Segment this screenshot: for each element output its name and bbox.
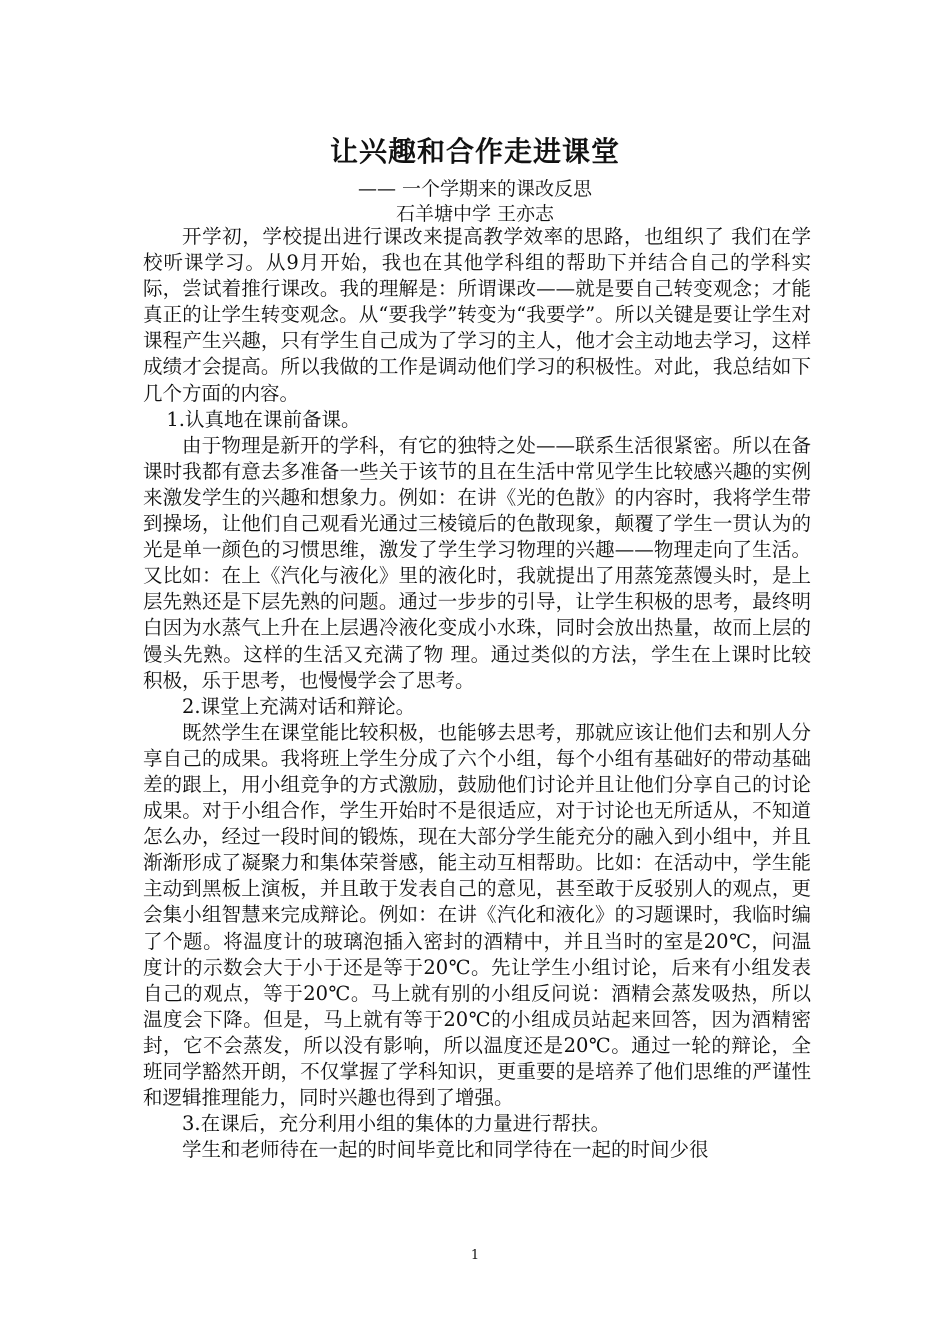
document-body [143,224,811,1163]
section-heading-3: 3.在课后，充分利用小组的集体的力量进行帮扶。 [182,1112,611,1136]
section-paragraph-2: 既然学生在课堂能比较积极，也能够去思考，那就应该让他们去和别人分享自己的成果。我将班上学生分成了六个小组，每个小组有基础好的带动基础差的跟上，用小组竞争的方式激励，鼓励他们讨论并且让他们分享自己的讨论成果。对于小组合作，学生开始时不是很适应，对于讨论也无所适从，不知道怎么办，经过一段时间的锻炼，现在大部分学生能充分的融入到小组中，并且渐渐形成了凝聚力和集体荣誉感，能主动互相帮助。比如：在活动中，学生能主动到黑板上演板，并且敢于发表自己的意见，甚至敢于反驳别人的观点，更会集小组智慧来完成辩论。例如：在讲《汽化和液化》的习题课时，我临时编了个题。将温度计的玻璃泡插入密封的酒精中，并且当时的室是20℃，问温度计的示数会大于小于还是等于20℃。先让学生小组讨论，后来有小组发表自己的观点，等于20℃。马上就有别的小组反问说：酒精会蒸发吸热，所以温度会下降。但是，马上就有等于20℃的小组成员站起来回答，因为酒精密封，它不会蒸发，所以没有影响，所以温度还是20℃。通过一轮的辩论，全班同学豁然开朗，不仅掌握了学科知识，更重要的是培养了他们思维的严谨性和逻辑推理能力，同时兴趣也得到了增强。 [143,720,811,1110]
page-number: 1 [470,1248,480,1263]
section-heading-1: 1.认真地在课前备课。 [166,407,361,431]
intro-paragraph: 开学初，学校提出进行课改来提高教学效率的思路，也组织了 我们在学校听课学习。从9月开始，我也在其他学科组的帮助下并结合自己的学科实际，尝试着推行课改。我的理解是：所谓课改——就是要自己转变观念；才能真正的让学生转变观念。从“要我学”转变为“我要学”。所以关键是要让学生对课程产生兴趣，只有学生自己成为了学习的主人，他才会主动地去学习，这样成绩才会提高。所以我做的工作是调动他们学习的积极性。对此，我总结如下几个方面的内容。 [143,225,811,405]
author-line: 石羊塘中学 王亦志 [395,203,555,225]
document-subtitle: —— 一个学期来的课改反思 [357,178,593,200]
section-paragraph-1: 由于物理是新开的学科，有它的独特之处——联系生活很紧密。所以在备课时我都有意去多准备一些关于该节的且在生活中常见学生比较感兴趣的实例来激发学生的兴趣和想象力。例如：在讲《光的色散》的内容时，我将学生带到操场，让他们自己观看光通过三棱镜后的色散现象，颠覆了学生一贯认为的光是单一颜色的习惯思维，激发了学生学习物理的兴趣——物理走向了生活。又比如：在上《汽化与液化》里的液化时，我就提出了用蒸笼蒸馒头时，是上层先熟还是下层先熟的问题。通过一步步的引导，让学生积极的思考，最终明白因为水蒸气上升在上层遇冷液化变成小水珠，同时会放出热量，故而上层的馒头先熟。这样的生活又充满了物 理。通过类似的方法，学生在上课时比较积极，乐于思考，也慢慢学会了思考。 [143,433,811,692]
section-heading-2: 2.课堂上充满对话和辩论。 [182,694,416,718]
document-title: 让兴趣和合作走进课堂 [329,135,620,168]
section-paragraph-3: 学生和老师待在一起的时间毕竟比和同学待在一起的时间少很 [182,1138,709,1162]
